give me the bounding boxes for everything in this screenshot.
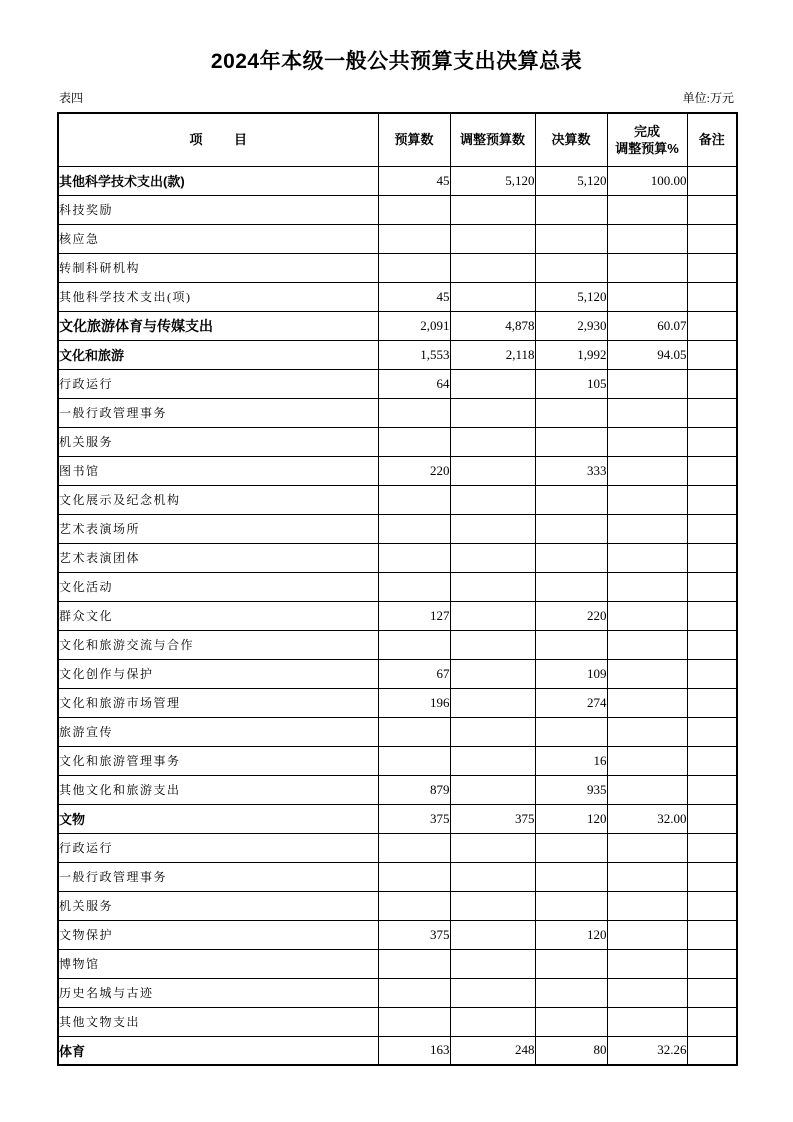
budget-value [378,1007,450,1036]
note-cell [687,195,737,224]
adjusted-budget-value: 2,118 [450,340,535,369]
budget-value [378,891,450,920]
completion-rate-value: 100.00 [607,166,687,195]
adjusted-budget-value [450,775,535,804]
completion-rate-value [607,920,687,949]
table-row [58,601,737,630]
adjusted-budget-value [450,485,535,514]
final-value [535,195,607,224]
final-value: 16 [535,746,607,775]
header-completion-rate-line1: 完成 [633,123,660,139]
item-name: 行政运行 [58,833,378,862]
adjusted-budget-value [450,862,535,891]
note-cell [687,369,737,398]
note-cell [687,1007,737,1036]
final-value: 120 [535,920,607,949]
item-name: 图书馆 [58,456,378,485]
adjusted-budget-value [450,630,535,659]
header-note: 备注 [687,113,737,166]
budget-value [378,717,450,746]
final-value [535,717,607,746]
final-value: 2,930 [535,311,607,340]
completion-rate-value [607,398,687,427]
completion-rate-value [607,949,687,978]
budget-value [378,949,450,978]
adjusted-budget-value [450,717,535,746]
completion-rate-value [607,601,687,630]
item-name: 转制科研机构 [58,253,378,282]
final-value [535,862,607,891]
completion-rate-value: 32.26 [607,1036,687,1065]
budget-table [57,112,738,1066]
header-completion-rate [607,113,687,166]
final-value: 1,992 [535,340,607,369]
item-name: 其他科学技术支出(项) [58,282,378,311]
note-cell [687,514,737,543]
budget-value [378,543,450,572]
budget-value [378,427,450,456]
item-name: 文化和旅游市场管理 [58,688,378,717]
adjusted-budget-value [450,949,535,978]
note-cell [687,224,737,253]
completion-rate-value: 94.05 [607,340,687,369]
note-cell [687,253,737,282]
final-value [535,978,607,1007]
table-row [58,978,737,1007]
table-row [58,456,737,485]
item-name: 艺术表演场所 [58,514,378,543]
table-row [58,717,737,746]
note-cell [687,920,737,949]
budget-value [378,746,450,775]
budget-value [378,572,450,601]
adjusted-budget-value: 4,878 [450,311,535,340]
budget-value [378,862,450,891]
note-cell [687,775,737,804]
completion-rate-value [607,485,687,514]
adjusted-budget-value [450,688,535,717]
final-value: 274 [535,688,607,717]
budget-value [378,398,450,427]
item-name: 文化活动 [58,572,378,601]
note-cell [687,340,737,369]
note-cell [687,572,737,601]
completion-rate-value [607,746,687,775]
note-cell [687,978,737,1007]
final-value [535,1007,607,1036]
final-value: 105 [535,369,607,398]
completion-rate-value [607,688,687,717]
final-value: 333 [535,456,607,485]
adjusted-budget-value: 248 [450,1036,535,1065]
adjusted-budget-value [450,833,535,862]
budget-value [378,630,450,659]
completion-rate-value [607,775,687,804]
budget-value: 220 [378,456,450,485]
item-name: 科技奖励 [58,195,378,224]
budget-value: 879 [378,775,450,804]
item-name: 其他科学技术支出(款) [58,166,378,195]
table-row [58,775,737,804]
budget-value: 45 [378,166,450,195]
adjusted-budget-value [450,398,535,427]
adjusted-budget-value [450,224,535,253]
completion-rate-value [607,978,687,1007]
table-row [58,224,737,253]
table-row [58,253,737,282]
item-name: 行政运行 [58,369,378,398]
table-row [58,804,737,833]
note-cell [687,543,737,572]
adjusted-budget-value [450,282,535,311]
completion-rate-value: 32.00 [607,804,687,833]
budget-value: 375 [378,804,450,833]
table-label: 表四 [59,91,84,105]
final-value [535,572,607,601]
table-row [58,369,737,398]
budget-value [378,485,450,514]
final-value [535,630,607,659]
budget-value: 1,553 [378,340,450,369]
item-name: 其他文化和旅游支出 [58,775,378,804]
adjusted-budget-value [450,746,535,775]
table-row [58,514,737,543]
adjusted-budget-value [450,1007,535,1036]
item-name: 文物保护 [58,920,378,949]
note-cell [687,659,737,688]
item-name: 体育 [58,1036,378,1065]
adjusted-budget-value [450,920,535,949]
adjusted-budget-value [450,195,535,224]
adjusted-budget-value [450,978,535,1007]
final-value: 80 [535,1036,607,1065]
item-name: 文物 [58,804,378,833]
adjusted-budget-value: 375 [450,804,535,833]
note-cell [687,717,737,746]
final-value [535,485,607,514]
note-cell [687,485,737,514]
budget-value [378,224,450,253]
item-name: 文化旅游体育与传媒支出 [58,311,378,340]
item-name: 群众文化 [58,601,378,630]
final-value [535,543,607,572]
note-cell [687,398,737,427]
note-cell [687,456,737,485]
item-name: 文化和旅游管理事务 [58,746,378,775]
budget-value: 64 [378,369,450,398]
item-name: 一般行政管理事务 [58,862,378,891]
budget-value: 196 [378,688,450,717]
unit-label: 单位:万元 [682,91,734,105]
completion-rate-value [607,456,687,485]
table-row [58,1007,737,1036]
table-row [58,311,737,340]
item-name: 机关服务 [58,891,378,920]
final-value: 5,120 [535,282,607,311]
final-value [535,514,607,543]
note-cell [687,311,737,340]
completion-rate-value [607,427,687,456]
completion-rate-value [607,717,687,746]
table-row [58,282,737,311]
final-value [535,398,607,427]
table-row [58,833,737,862]
table-row [58,659,737,688]
completion-rate-value [607,543,687,572]
note-cell [687,833,737,862]
budget-value: 67 [378,659,450,688]
item-name: 文化和旅游 [58,340,378,369]
table-row [58,572,737,601]
final-value: 220 [535,601,607,630]
completion-rate-value [607,195,687,224]
adjusted-budget-value [450,543,535,572]
completion-rate-value [607,659,687,688]
table-row [58,746,737,775]
adjusted-budget-value [450,369,535,398]
item-name: 核应急 [58,224,378,253]
header-completion-rate-line2: 调整预算% [615,140,679,156]
table-row [58,427,737,456]
final-value: 109 [535,659,607,688]
adjusted-budget-value [450,601,535,630]
item-name: 博物馆 [58,949,378,978]
table-row [58,166,737,195]
note-cell [687,746,737,775]
item-name: 历史名城与古迹 [58,978,378,1007]
header-final: 决算数 [535,113,607,166]
table-row [58,891,737,920]
note-cell [687,949,737,978]
note-cell [687,282,737,311]
completion-rate-value [607,253,687,282]
completion-rate-value [607,369,687,398]
final-value [535,224,607,253]
note-cell [687,427,737,456]
page-title: 2024年本级一般公共预算支出决算总表 [210,50,583,73]
budget-value: 375 [378,920,450,949]
item-name: 文化和旅游交流与合作 [58,630,378,659]
table-row [58,920,737,949]
note-cell [687,630,737,659]
item-name: 文化展示及纪念机构 [58,485,378,514]
note-cell [687,891,737,920]
budget-value: 127 [378,601,450,630]
note-cell [687,1036,737,1065]
table-row [58,340,737,369]
table-row [58,543,737,572]
table-row [58,688,737,717]
final-value [535,253,607,282]
final-value [535,891,607,920]
final-value [535,833,607,862]
item-name: 旅游宣传 [58,717,378,746]
completion-rate-value [607,282,687,311]
budget-value [378,195,450,224]
budget-value [378,514,450,543]
completion-rate-value: 60.07 [607,311,687,340]
table-row [58,630,737,659]
note-cell [687,862,737,891]
final-value: 120 [535,804,607,833]
header-item [58,113,378,166]
budget-value [378,978,450,1007]
adjusted-budget-value [450,659,535,688]
item-name: 一般行政管理事务 [58,398,378,427]
note-cell [687,688,737,717]
note-cell [687,166,737,195]
completion-rate-value [607,514,687,543]
table-row [58,398,737,427]
completion-rate-value [607,891,687,920]
final-value: 5,120 [535,166,607,195]
item-name: 其他文物支出 [58,1007,378,1036]
budget-value: 163 [378,1036,450,1065]
table-row [58,1036,737,1065]
note-cell [687,601,737,630]
final-value [535,427,607,456]
adjusted-budget-value [450,572,535,601]
completion-rate-value [607,862,687,891]
header-adjusted-budget: 调整预算数 [450,113,535,166]
budget-value: 45 [378,282,450,311]
adjusted-budget-value [450,427,535,456]
item-name: 艺术表演团体 [58,543,378,572]
budget-value: 2,091 [378,311,450,340]
item-name: 文化创作与保护 [58,659,378,688]
header-budget: 预算数 [378,113,450,166]
table-row [58,949,737,978]
adjusted-budget-value: 5,120 [450,166,535,195]
table-row [58,485,737,514]
completion-rate-value [607,1007,687,1036]
completion-rate-value [607,833,687,862]
header-row [58,113,737,166]
table-row [58,195,737,224]
adjusted-budget-value [450,456,535,485]
budget-value [378,253,450,282]
completion-rate-value [607,630,687,659]
final-value [535,949,607,978]
adjusted-budget-value [450,253,535,282]
note-cell [687,804,737,833]
header-item-label: 项 目 [189,132,248,148]
adjusted-budget-value [450,514,535,543]
item-name: 机关服务 [58,427,378,456]
table-row [58,862,737,891]
completion-rate-value [607,224,687,253]
final-value: 935 [535,775,607,804]
budget-value [378,833,450,862]
completion-rate-value [607,572,687,601]
adjusted-budget-value [450,891,535,920]
